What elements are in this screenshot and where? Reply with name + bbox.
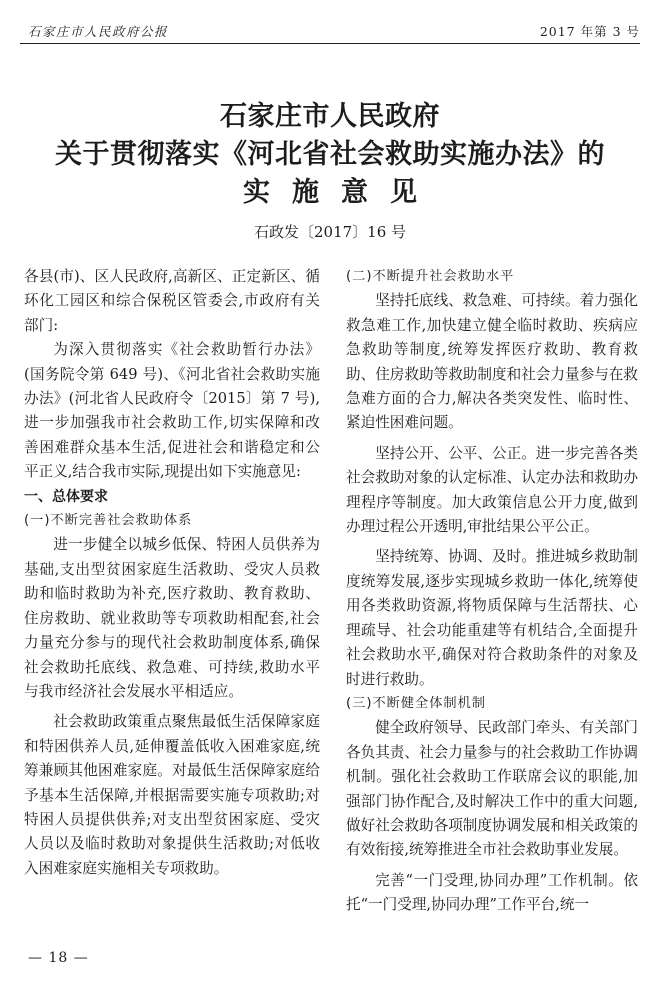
paragraph: 完善“一门受理,协同办理”工作机制。依托“一门受理,协同办理”工作平台,统一 [346,871,638,914]
intro-paragraph: 为深入贯彻落实《社会救助暂行办法》(国务院令第 649 号)、《河北省社会救助实施办法》(河北省人民政府令〔2015〕第 7 号),进一步加强我市社会救助工作,切实保障和改善困难群众基本生活,促进社会和谐稳定和公平正义,结合我市实际,现提出如下实施意见: [24,341,320,481]
left-column [24,265,320,881]
subheading-1: (一)不断完善社会救助体系 [24,513,193,529]
paragraph: 社会救助政策重点聚焦最低生活保障家庭和特困供养人员,延伸覆盖低收入困难家庭,统筹兼顾其他困难家庭。对最低生活保障家庭给予基本生活保障,并根据需要实施专项救助;对特困人员提供供养;对支出型贫困家庭、受灾人员以及临时救助对象提供生活救助;对低收入困难家庭实施相关专项救助。 [24,713,320,877]
paragraph: 坚持统筹、协调、及时。推进城乡救助制度统筹发展,逐步实现城乡救助一体化,统筹使用各类救助资源,将物质保障与生活帮扶、心理疏导、社会功能重建等有机结合,全面提升社会救助水平,确保对符合救助条件的对象及时进行救助。 [346,548,638,688]
header-divider [20,43,640,44]
subheading-3: (三)不断健全体制机制 [346,695,486,711]
section-heading-general: 一、总体要求 [24,488,108,505]
paragraph: 坚持公开、公平、公正。进一步完善各类社会救助对象的认定标准、认定办法和救助办理程序等制度。加大政策信息公开力度,做到办理过程公开透明,审批结果公平公正。 [346,444,638,536]
paragraph: 坚持托底线、救急难、可持续。着力强化救急难工作,加快建立健全临时救助、疾病应急救助等制度,统筹发挥医疗救助、教育救助、住房救助等救助制度和社会力量参与在救急难方面的合力,解决各类突发性、临时性、紧迫性困难问题。 [346,292,638,432]
title-line-3: 实施意见 [243,177,439,208]
paragraph: 健全政府领导、民政部门牵头、有关部门各负其责、社会力量参与的社会救助工作协调机制。强化社会救助工作联席会议的职能,加强部门协作配合,及时解决工作中的重大问题,做好社会救助各项制度协调发展和相关政策的有效衔接,统筹推进全市社会救助事业发展。 [346,719,638,859]
issue-label: 2017 年第 3 号 [539,24,640,39]
subheading-2: (二)不断提升社会救助水平 [346,269,515,284]
document-number: 石政发〔2017〕16 号 [253,223,407,241]
publication-name: 石家庄市人民政府公报 [28,24,169,39]
paragraph: 进一步健全以城乡低保、特困人员供养为基础,支出型贫困家庭生活救助、受灾人员救助和临时救助为补充,医疗救助、教育救助、住房救助、就业救助等专项救助相配套,社会力量充分参与的现代社会救助制度体系,确保社会救助托底线、救急难、可持续,救助水平与我市经济社会发展水平相适应。 [24,536,320,700]
addressee: 各县(市)、区人民政府,高新区、正定新区、循环化工园区和综合保税区管委会,市政府有关部门: [24,268,320,334]
title-line-1: 石家庄市人民政府 [220,101,440,132]
page-number: — 18 — [28,950,89,966]
document-title [0,98,660,212]
right-column [346,265,638,918]
title-line-2: 关于贯彻落实《河北省社会救助实施办法》的 [55,139,605,170]
running-header [28,20,640,44]
